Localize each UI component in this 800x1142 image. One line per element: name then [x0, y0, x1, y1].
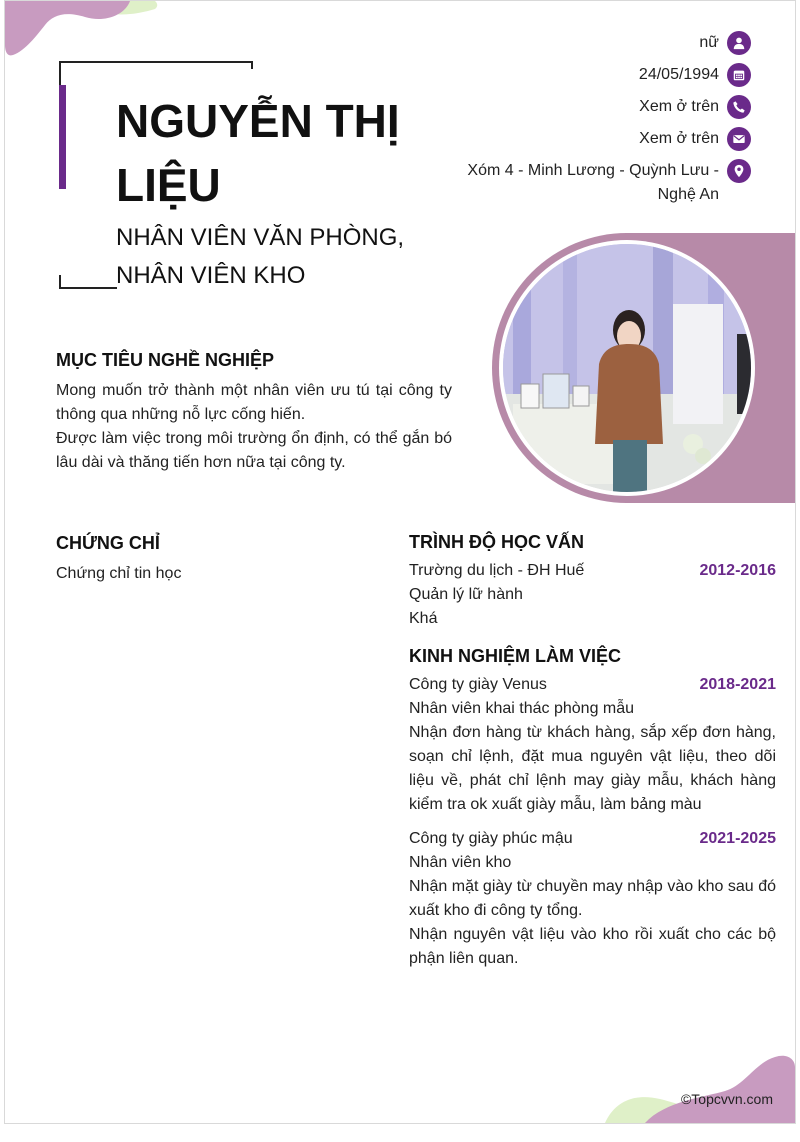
copyright-text: ©Topcvvn.com — [680, 1091, 773, 1107]
experience-company: Công ty giày phúc mậu — [409, 830, 573, 847]
experience-position: Nhân viên kho — [409, 854, 512, 871]
contact-list — [411, 31, 751, 215]
cv-page — [4, 0, 796, 1124]
contact-birthday-value: 24/05/1994 — [638, 66, 719, 83]
user-icon — [727, 31, 751, 55]
name-accent-bar — [59, 85, 66, 189]
objective-title: MỤC TIÊU NGHỀ NGHIỆP — [56, 350, 275, 370]
top-left-decoration — [5, 1, 165, 61]
job-title: NHÂN VIÊN VĂN PHÒNG, NHÂN VIÊN KHO — [116, 224, 405, 289]
contact-email — [411, 127, 751, 151]
contact-birthday — [411, 63, 751, 87]
bottom-right-decoration — [605, 1053, 795, 1123]
experience-company: Công ty giày Venus — [409, 676, 547, 693]
experience-entry — [409, 827, 776, 971]
experience-years: 2018-2021 — [699, 676, 776, 693]
phone-icon — [727, 95, 751, 119]
photo-illustration — [503, 244, 751, 492]
profile-photo — [503, 244, 751, 492]
experience-section — [409, 643, 776, 971]
experience-entry — [409, 673, 776, 817]
contact-address-value: Xóm 4 - Minh Lương - Quỳnh Lưu - Nghệ An — [467, 162, 719, 203]
objective-line: Được làm việc trong môi trường ổn định, có thể gắn bó lâu dài và thăng tiến hơn nữa tại công ty. — [56, 430, 452, 471]
certificate-item: Chứng chỉ tin học — [56, 565, 182, 582]
name-frame-line — [59, 61, 61, 85]
name-frame-line — [59, 287, 117, 289]
education-entry — [409, 559, 776, 631]
calendar-icon — [727, 63, 751, 87]
contact-phone-value: Xem ở trên — [639, 98, 719, 115]
objective-section — [56, 347, 452, 475]
experience-title: KINH NGHIỆM LÀM VIỆC — [409, 646, 622, 666]
experience-detail: Nhận nguyên vật liệu vào kho rồi xuất cho các bộ phận liên quan. — [409, 926, 776, 967]
education-section — [409, 529, 776, 631]
objective-line: Mong muốn trở thành một nhân viên ưu tú tại công ty thông qua những nỗ lực cống hiến. — [56, 382, 452, 423]
contact-gender — [411, 31, 751, 55]
experience-years: 2021-2025 — [699, 830, 776, 847]
contact-phone — [411, 95, 751, 119]
certificates-title: CHỨNG CHỈ — [56, 533, 160, 553]
certificates-section — [56, 530, 376, 586]
name-frame-line — [251, 61, 253, 69]
mail-icon — [727, 127, 751, 151]
contact-address — [411, 159, 751, 207]
education-grade: Khá — [409, 610, 438, 627]
right-column — [409, 529, 776, 971]
full-name: NGUYỄN THỊ LIỆU — [116, 95, 400, 211]
education-major: Quản lý lữ hành — [409, 586, 523, 603]
name-frame-line — [59, 61, 253, 63]
education-school: Trường du lịch - ĐH Huế — [409, 562, 585, 579]
contact-email-value: Xem ở trên — [639, 130, 719, 147]
experience-position: Nhân viên khai thác phòng mẫu — [409, 700, 635, 717]
experience-detail: Nhận đơn hàng từ khách hàng, sắp xếp đơn hàng, soạn chỉ lệnh, đặt mua nguyên vật liệu, theo dõi liệu về, phát chỉ lệnh may giày mẫu, khách hàng kiểm tra ok xuất giày mẫu, làm bảng màu — [409, 724, 776, 813]
education-title: TRÌNH ĐỘ HỌC VẤN — [409, 532, 584, 552]
profile-photo-frame — [492, 233, 762, 503]
experience-detail: Nhận mặt giày từ chuyền may nhập vào kho sau đó xuất kho đi công ty tổng. — [409, 878, 776, 919]
contact-gender-value: nữ — [699, 34, 719, 51]
education-years: 2012-2016 — [699, 562, 776, 579]
location-icon — [727, 159, 751, 183]
